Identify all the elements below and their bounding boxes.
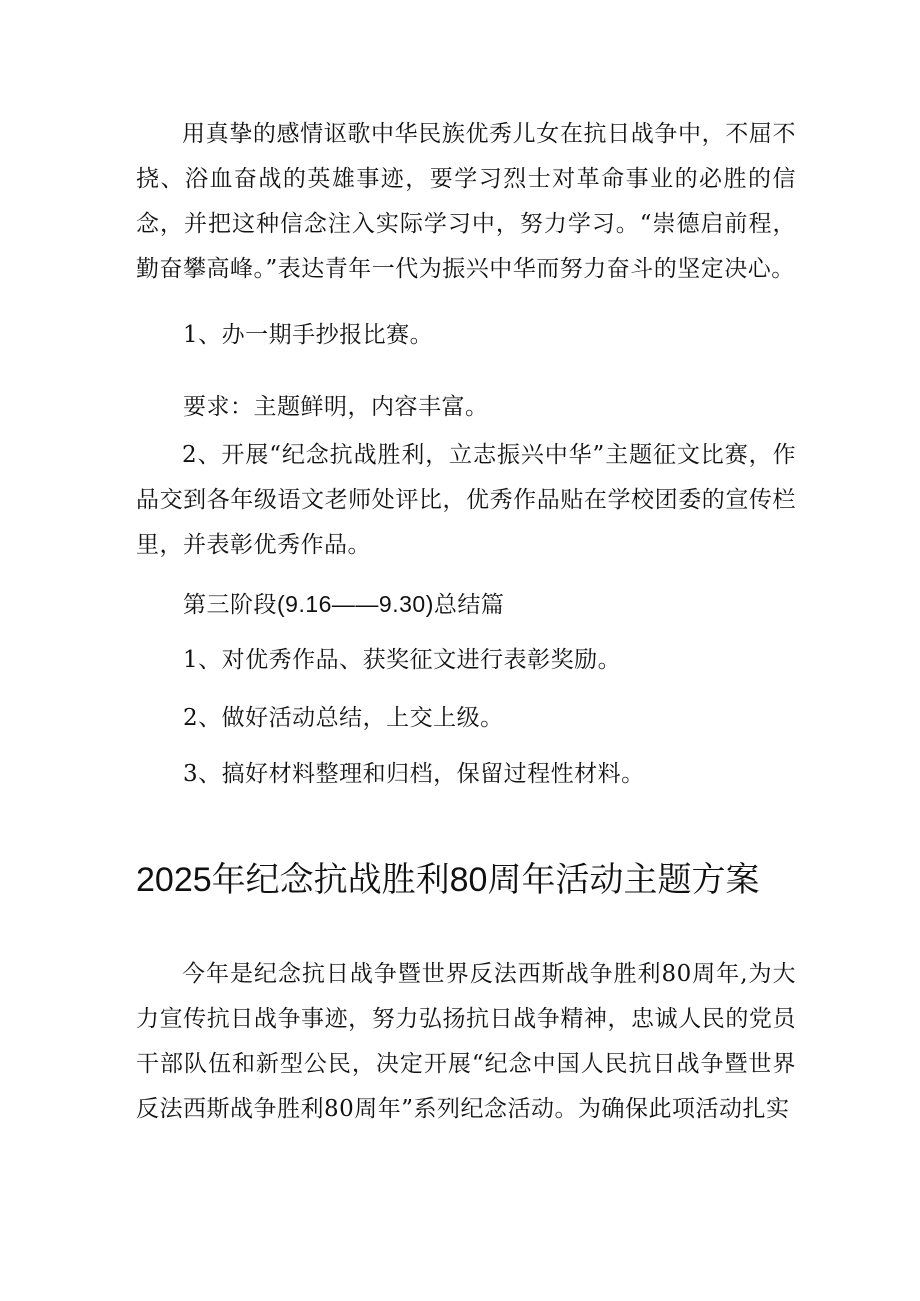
- essay-contest-paragraph: 2、开展“纪念抗战胜利，立志振兴中华”主题征文比赛，作品交到各年级语文老师处评比，优秀作品贴在学校团委的宣传栏里，并表彰优秀作品。: [136, 442, 796, 558]
- body-paragraph: 今年是纪念抗日战争暨世界反法西斯战争胜利80周年,为大力宣传抗日战争事迹，努力弘扬抗日战争精神，忠诚人民的党员干部队伍和新型公民，决定开展“纪念中国人民抗日战争暨世界反法西斯战争胜利80周年”系列纪念活动。为确保此项活动扎实: [136, 961, 796, 1122]
- list-item-archiving: 3、搞好材料整理和归档，保留过程性材料。: [183, 761, 645, 787]
- section-heading: 2025年纪念抗战胜利80周年活动主题方案: [136, 861, 760, 899]
- requirement-text: 要求：主题鲜明，内容丰富。: [183, 394, 489, 420]
- list-item-awards: 1、对优秀作品、获奖征文进行表彰奖励。: [183, 647, 622, 673]
- list-item-summary: 2、做好活动总结，上交上级。: [183, 705, 504, 731]
- intro-paragraph: 用真挚的感情讴歌中华民族优秀儿女在抗日战争中，不屈不挠、浴血奋战的英雄事迹，要学习烈士对革命事业的必胜的信念，并把这种信念注入实际学习中，努力学习。“崇德启前程，勤奋攀高峰。”表达青年一代为振兴中华而努力奋斗的坚定决心。: [136, 121, 796, 282]
- list-item-handwritten-newspaper: 1、办一期手抄报比赛。: [183, 322, 434, 348]
- stage-three-title: 第三阶段(9.16——9.30)总结篇: [183, 591, 505, 617]
